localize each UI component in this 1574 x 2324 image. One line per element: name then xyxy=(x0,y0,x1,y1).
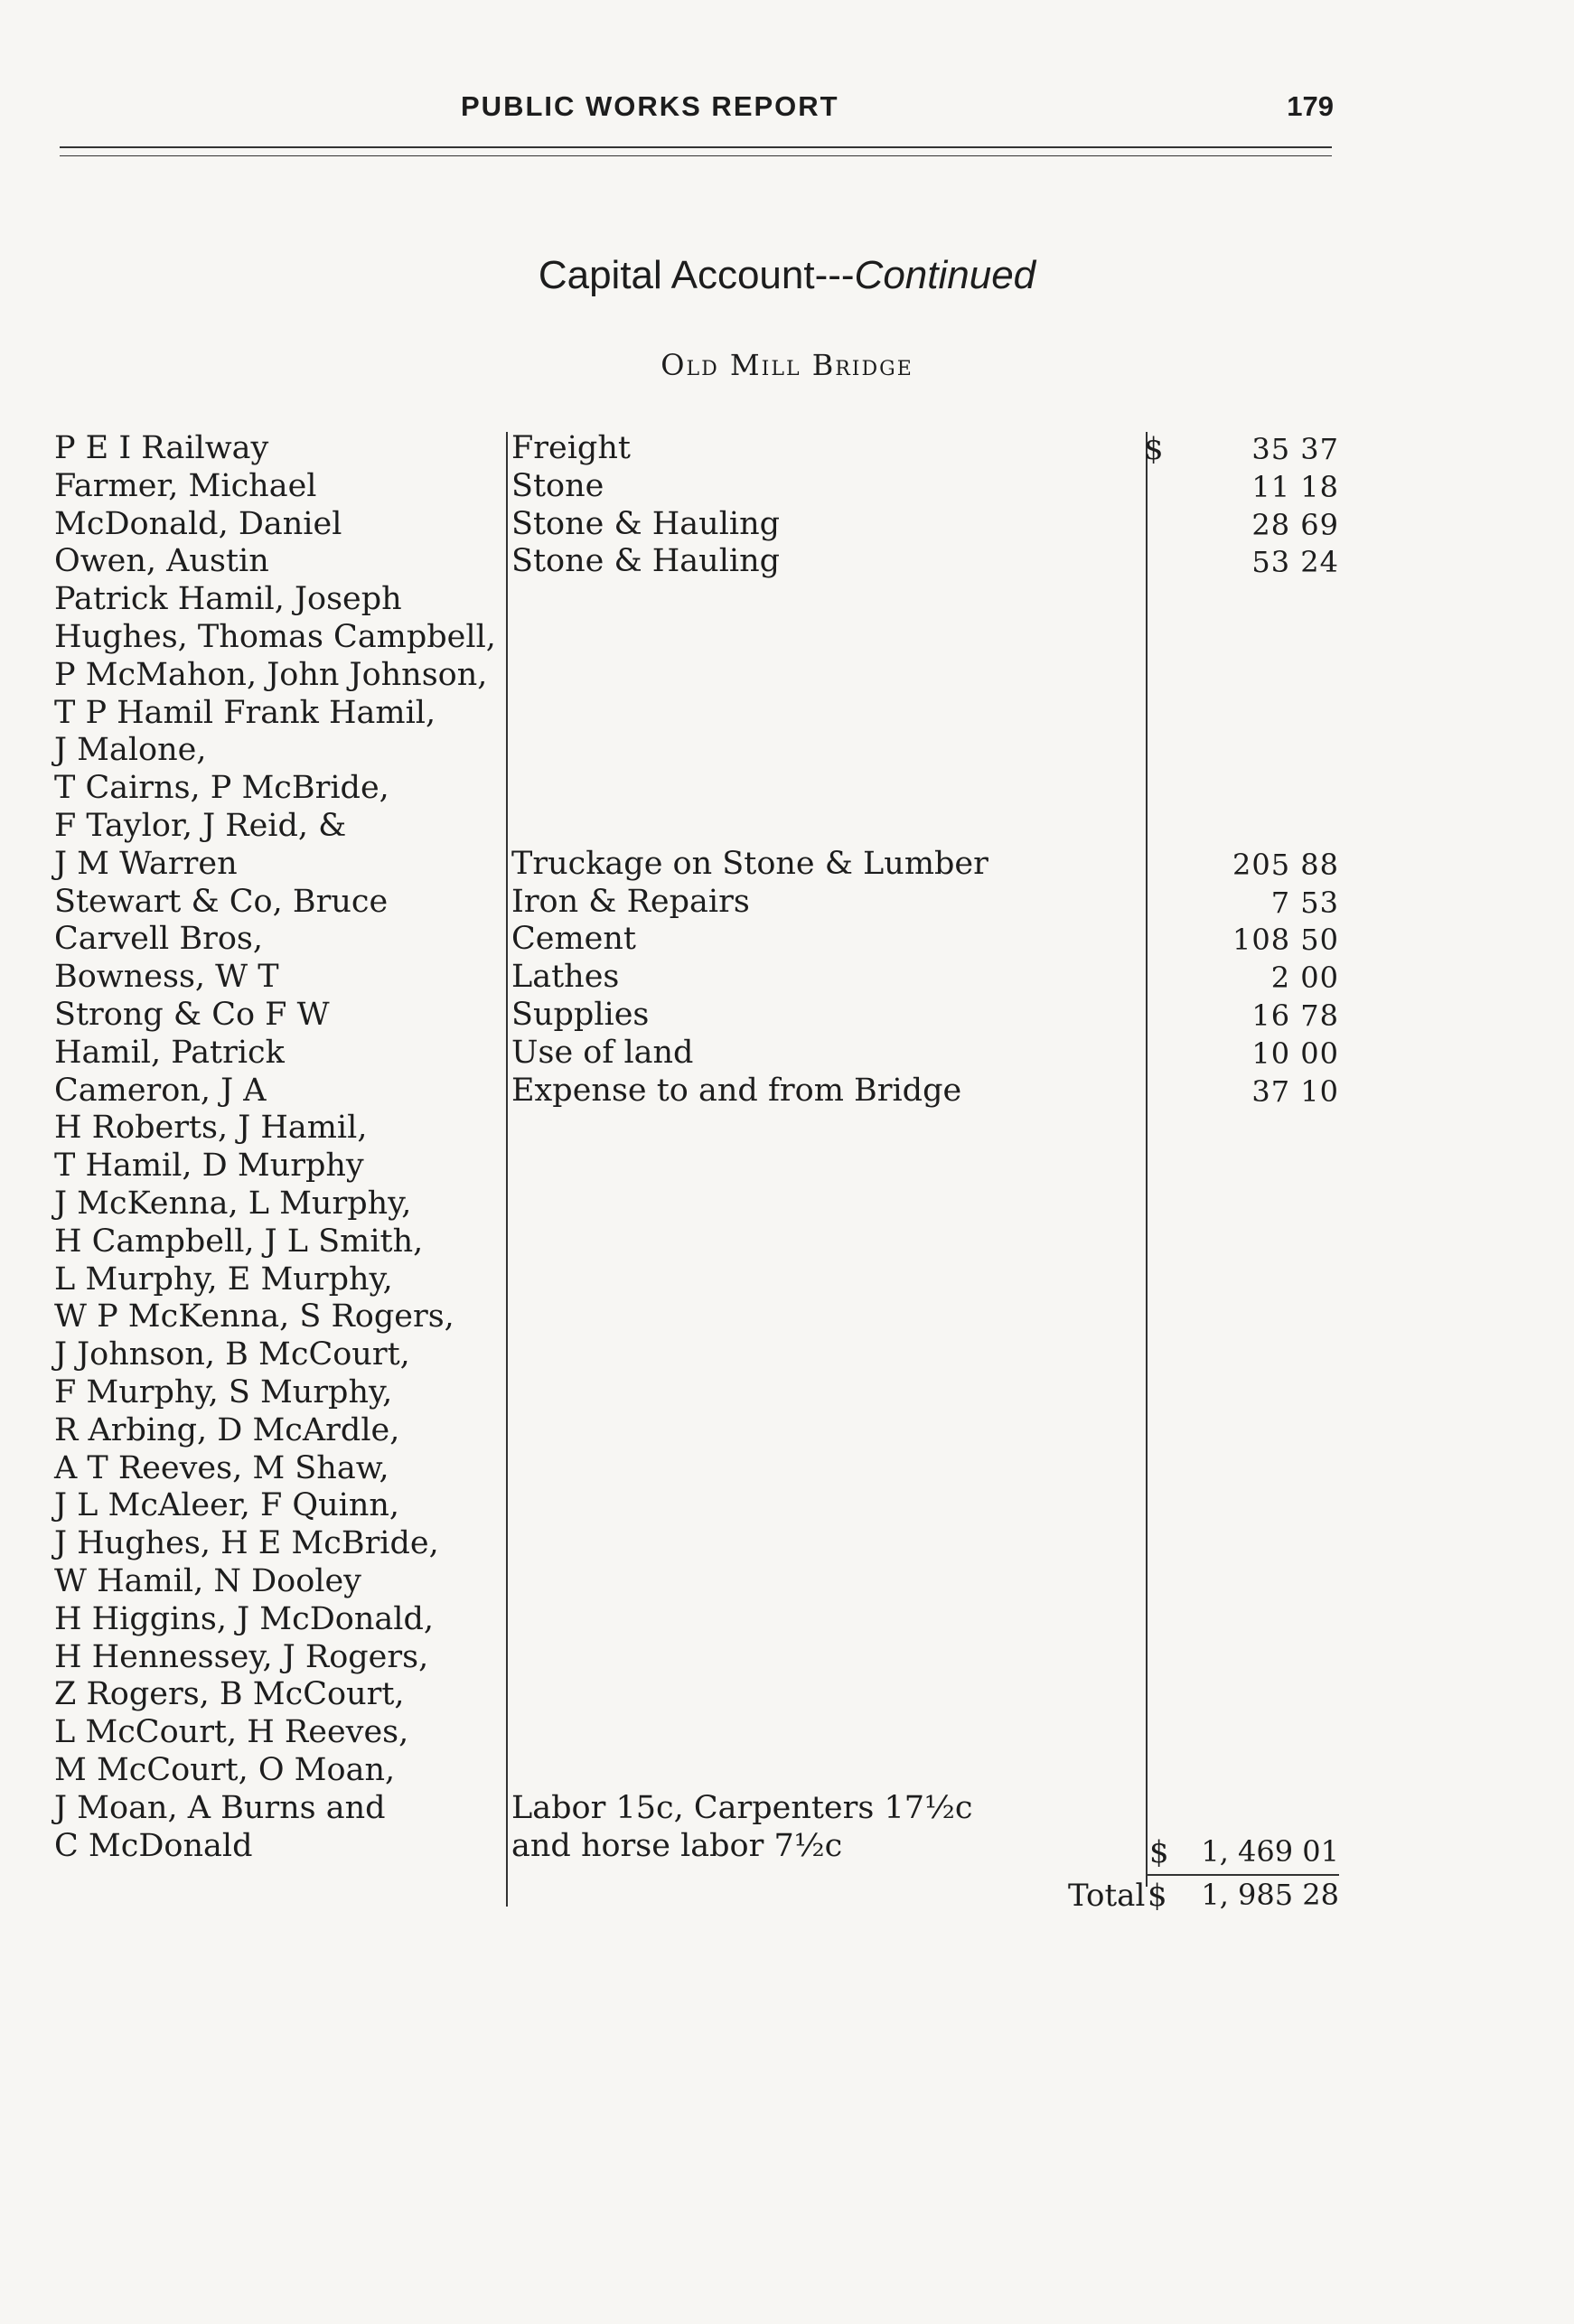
total-row xyxy=(1039,1878,1339,1917)
line-description: Stone xyxy=(511,467,604,504)
payee-name: J Moan, A Burns and xyxy=(54,1789,386,1826)
line-description: Stone & Hauling xyxy=(511,543,781,580)
page-number: 179 xyxy=(1287,90,1334,122)
payee-name: Hughes, Thomas Campbell, xyxy=(54,619,496,655)
payee-name: Bowness, W T xyxy=(54,959,279,996)
header-rule xyxy=(60,146,1332,148)
payee-name: H Hennessey, J Rogers, xyxy=(54,1638,429,1675)
line-description: Labor 15c, Carpenters 17½c xyxy=(511,1789,973,1826)
line-description: Supplies xyxy=(511,997,650,1033)
payee-name: P E I Railway xyxy=(54,430,269,466)
total-currency: $ xyxy=(1148,1878,1167,1914)
payee-name: J Hughes, H E McBride, xyxy=(54,1525,439,1562)
running-head xyxy=(0,90,1574,127)
section-title-main: Capital Account--- xyxy=(538,253,855,297)
payee-name: J M Warren xyxy=(54,845,238,882)
payee-name: F Taylor, J Reid, & xyxy=(54,808,347,844)
line-description: and horse labor 7½c xyxy=(511,1827,843,1864)
payee-name: L McCourt, H Reeves, xyxy=(54,1714,409,1751)
payee-name: Cameron, J A xyxy=(54,1072,267,1109)
payee-name: McDonald, Daniel xyxy=(54,505,342,542)
total-value: 1, 985 28 xyxy=(1201,1878,1339,1912)
line-amount: 28 69 xyxy=(1251,507,1339,542)
payee-name: L Murphy, E Murphy, xyxy=(54,1260,393,1298)
line-description: Cement xyxy=(511,921,637,958)
line-amount: 11 18 xyxy=(1251,469,1339,504)
line-description: Iron & Repairs xyxy=(511,883,750,920)
line-description: Truckage on Stone & Lumber xyxy=(511,845,988,882)
payee-name: T P Hamil Frank Hamil, xyxy=(54,694,436,731)
line-description: Use of land xyxy=(511,1034,694,1071)
line-amount: 53 24 xyxy=(1251,545,1339,580)
payee-name: W P McKenna, S Rogers, xyxy=(54,1298,454,1335)
line-amount: 16 78 xyxy=(1251,998,1339,1033)
line-amount: 35 37 xyxy=(1251,432,1339,466)
subtotal-currency: $ xyxy=(1149,1834,1169,1870)
payee-name: J McKenna, L Murphy, xyxy=(54,1185,412,1222)
payee-name: T Cairns, P McBride, xyxy=(54,770,389,807)
payee-name: Strong & Co F W xyxy=(54,997,330,1033)
line-description: Lathes xyxy=(511,959,620,996)
line-amount: 10 00 xyxy=(1251,1035,1339,1071)
payee-name: Owen, Austin xyxy=(54,543,269,580)
line-amount: 37 10 xyxy=(1251,1073,1339,1109)
payee-name: T Hamil, D Murphy xyxy=(54,1148,364,1185)
payee-name: W Hamil, N Dooley xyxy=(54,1563,361,1599)
total-label: Total xyxy=(1068,1878,1146,1914)
line-description: Expense to and from Bridge xyxy=(511,1072,962,1109)
payee-name: H Campbell, J L Smith, xyxy=(54,1223,424,1260)
subtotal-value: 1, 469 01 xyxy=(1201,1834,1339,1869)
subtotal-row xyxy=(1146,1834,1339,1876)
payee-name: J Johnson, B McCourt, xyxy=(54,1336,410,1373)
payee-name: Farmer, Michael xyxy=(54,467,317,504)
payee-name: A T Reeves, M Shaw, xyxy=(54,1449,389,1486)
line-description: Stone & Hauling xyxy=(511,505,781,542)
payee-name: R Arbing, D McArdle, xyxy=(54,1411,400,1448)
line-amount: 205 88 xyxy=(1232,847,1339,882)
payee-name: H Roberts, J Hamil, xyxy=(54,1110,368,1147)
line-amount: 7 53 xyxy=(1270,885,1339,920)
line-description: Freight xyxy=(511,430,631,466)
line-amount: 2 00 xyxy=(1270,961,1339,996)
payee-name: J L McAleer, F Quinn, xyxy=(54,1487,400,1524)
payee-name: F Murphy, S Murphy, xyxy=(54,1374,393,1410)
names-column-rule xyxy=(506,432,508,1907)
header-rule-thin xyxy=(60,155,1332,156)
payee-name: Stewart & Co, Bruce xyxy=(54,883,389,920)
running-title: PUBLIC WORKS REPORT xyxy=(461,90,839,122)
currency-symbol: $ xyxy=(1144,431,1164,467)
payee-name: M McCourt, O Moan, xyxy=(54,1752,396,1788)
payee-name: Hamil, Patrick xyxy=(54,1034,285,1071)
amounts-column-rule xyxy=(1146,432,1148,1887)
payee-name: P McMahon, John Johnson, xyxy=(54,656,488,693)
section-title-continued: Continued xyxy=(854,253,1036,297)
payee-name: J Malone, xyxy=(54,732,207,769)
payee-name: H Higgins, J McDonald, xyxy=(54,1600,434,1637)
section-subtitle: Old Mill Bridge xyxy=(661,348,913,382)
line-amount: 108 50 xyxy=(1232,923,1339,958)
payee-name: Patrick Hamil, Joseph xyxy=(54,581,402,618)
payee-name: C McDonald xyxy=(54,1827,253,1864)
payee-name: Carvell Bros, xyxy=(54,921,263,958)
section-title xyxy=(0,253,1574,298)
payee-name: Z Rogers, B McCourt, xyxy=(54,1676,405,1713)
